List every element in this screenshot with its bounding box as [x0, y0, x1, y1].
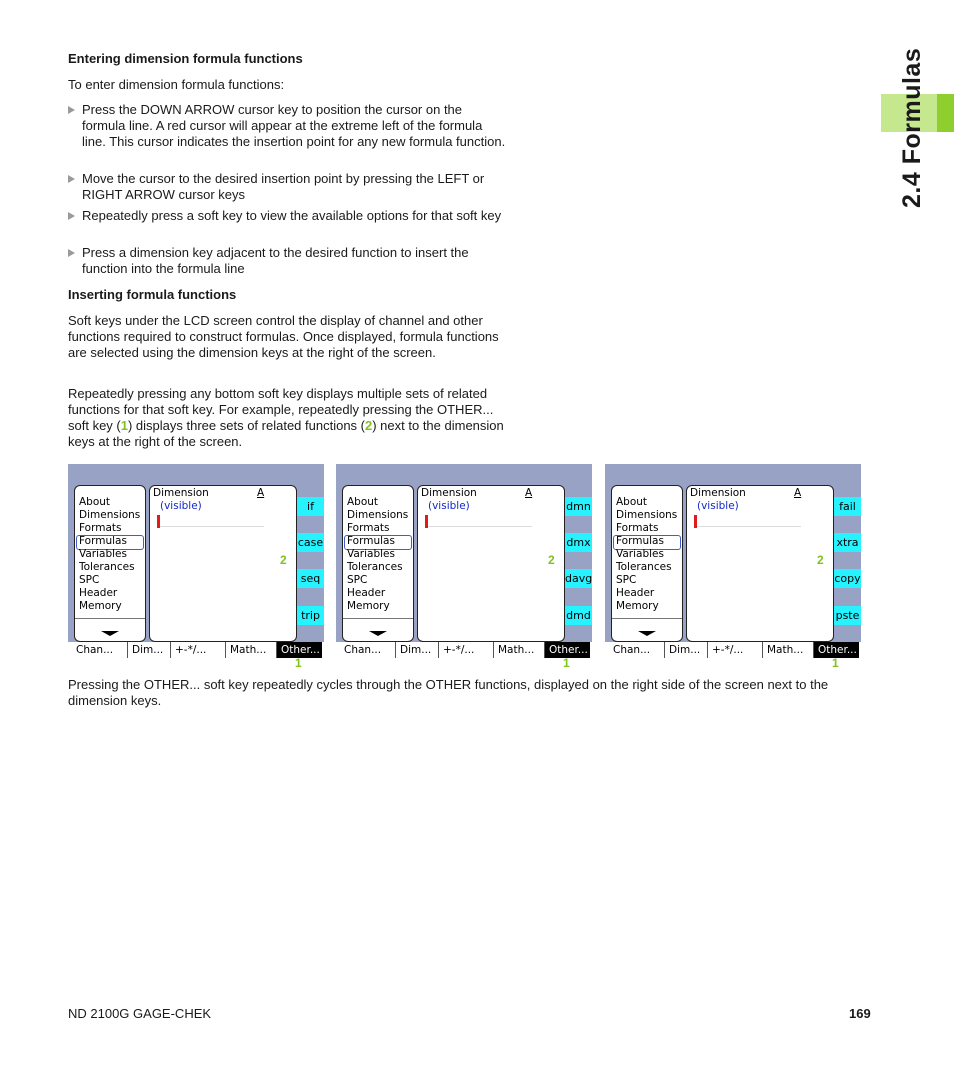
- menu-item[interactable]: Formulas: [79, 535, 127, 547]
- bottom-softkey[interactable]: Chan...: [76, 644, 114, 656]
- scroll-down-icon: [638, 631, 656, 636]
- menu-item[interactable]: About: [347, 496, 379, 508]
- menu-item[interactable]: Memory: [616, 600, 659, 612]
- bottom-softkey[interactable]: Other...: [813, 642, 859, 658]
- bottom-softkey[interactable]: Dim...: [127, 642, 162, 658]
- setup-menu: [342, 485, 414, 642]
- function-softkey[interactable]: trip: [297, 606, 324, 625]
- screens-caption: Pressing the OTHER... soft key repeatedly cycles through the OTHER functions, displayed on the right side of the screen next to the dimension keys.: [68, 677, 829, 708]
- footer-product: ND 2100G GAGE-CHEK: [68, 1006, 212, 1021]
- bottom-softkey[interactable]: Other...: [276, 642, 322, 658]
- menu-item[interactable]: Variables: [347, 548, 395, 560]
- step-item: Repeatedly press a soft key to view the available options for that soft key: [68, 208, 508, 224]
- callout-1: 1: [832, 656, 839, 670]
- setup-menu: [74, 485, 146, 642]
- callout-ref-1: 1: [120, 418, 128, 433]
- bottom-softkey[interactable]: Dim...: [664, 642, 699, 658]
- function-softkey[interactable]: dmx: [565, 533, 592, 552]
- menu-item[interactable]: Formats: [347, 522, 390, 534]
- callout-1: 1: [295, 656, 302, 670]
- function-softkey[interactable]: case: [297, 533, 324, 552]
- bullet-triangle-icon: [68, 249, 75, 257]
- formula-panel: [149, 485, 297, 642]
- callout-2: 2: [280, 553, 287, 567]
- function-softkey[interactable]: pste: [834, 606, 861, 625]
- red-cursor: [694, 515, 697, 528]
- channel-label: A: [257, 487, 265, 499]
- section-tab-title: 2.4 Formulas: [898, 47, 926, 208]
- callout-1: 1: [563, 656, 570, 670]
- bottom-softkey[interactable]: +-*/...: [170, 642, 218, 658]
- bottom-softkey[interactable]: Chan...: [344, 644, 382, 656]
- lcd-screen: [336, 464, 592, 658]
- function-softkey[interactable]: seq: [297, 569, 324, 588]
- bullet-triangle-icon: [68, 212, 75, 220]
- function-softkey[interactable]: if: [297, 497, 324, 516]
- red-cursor: [425, 515, 428, 528]
- visible-label: (visible): [160, 500, 202, 512]
- step-item: Press the DOWN ARROW cursor key to position the cursor on the formula line. A red cursor will appear at the extreme left of the formula line. This cursor indicates the insertion point for any new formula function.: [68, 102, 508, 150]
- bottom-softkey[interactable]: +-*/...: [707, 642, 755, 658]
- menu-item[interactable]: Tolerances: [347, 561, 403, 573]
- lcd-screen: [68, 464, 324, 658]
- bottom-softkey-bar: [336, 642, 592, 658]
- menu-divider: [75, 618, 145, 619]
- formula-panel: [417, 485, 565, 642]
- menu-item[interactable]: Formulas: [347, 535, 395, 547]
- callout-2: 2: [548, 553, 555, 567]
- callout-2: 2: [817, 553, 824, 567]
- dimension-label: Dimension: [153, 487, 209, 499]
- menu-item[interactable]: Tolerances: [616, 561, 672, 573]
- scroll-down-icon: [101, 631, 119, 636]
- entering-heading: Entering dimension formula functions: [68, 51, 303, 66]
- visible-label: (visible): [697, 500, 739, 512]
- dimension-label: Dimension: [690, 487, 746, 499]
- callout-ref-2: 2: [365, 418, 373, 433]
- bottom-softkey-bar: [605, 642, 861, 658]
- menu-item[interactable]: About: [616, 496, 648, 508]
- menu-item[interactable]: Variables: [79, 548, 127, 560]
- menu-item[interactable]: Formulas: [616, 535, 664, 547]
- menu-item[interactable]: About: [79, 496, 111, 508]
- function-softkey[interactable]: xtra: [834, 533, 861, 552]
- bottom-softkey-bar: [68, 642, 324, 658]
- menu-item[interactable]: Tolerances: [79, 561, 135, 573]
- bottom-softkey[interactable]: Dim...: [395, 642, 430, 658]
- function-softkey[interactable]: dmd: [565, 606, 592, 625]
- menu-divider: [612, 618, 682, 619]
- bullet-triangle-icon: [68, 106, 75, 114]
- menu-item[interactable]: Memory: [79, 600, 122, 612]
- scroll-down-icon: [369, 631, 387, 636]
- menu-item[interactable]: SPC: [616, 574, 637, 586]
- formula-line: [158, 526, 264, 527]
- menu-item[interactable]: Formats: [79, 522, 122, 534]
- menu-item[interactable]: Dimensions: [616, 509, 678, 521]
- entering-intro: To enter dimension formula functions:: [68, 77, 285, 92]
- step-item: Press a dimension key adjacent to the desired function to insert the function into the formula line: [68, 245, 508, 277]
- menu-item[interactable]: SPC: [347, 574, 368, 586]
- bottom-softkey[interactable]: +-*/...: [438, 642, 486, 658]
- channel-label: A: [525, 487, 533, 499]
- inserting-para1: Soft keys under the LCD screen control the display of channel and other functions required to construct formulas. Once displayed, formula functions are selected using the dimension keys at the right of the screen.: [68, 313, 499, 360]
- formula-line: [695, 526, 801, 527]
- bottom-softkey[interactable]: Chan...: [613, 644, 651, 656]
- menu-item[interactable]: Header: [616, 587, 655, 599]
- inserting-heading: Inserting formula functions: [68, 287, 237, 302]
- menu-item[interactable]: Header: [347, 587, 386, 599]
- red-cursor: [157, 515, 160, 528]
- menu-divider: [343, 618, 413, 619]
- dimension-label: Dimension: [421, 487, 477, 499]
- function-softkey[interactable]: dmn: [565, 497, 592, 516]
- menu-item[interactable]: Dimensions: [347, 509, 409, 521]
- step-item: Move the cursor to the desired insertion point by pressing the LEFT or RIGHT ARROW cursor keys: [68, 171, 508, 203]
- bottom-softkey[interactable]: Other...: [544, 642, 590, 658]
- function-softkey[interactable]: fail: [834, 497, 861, 516]
- function-softkey[interactable]: davg: [565, 569, 592, 588]
- bottom-softkey[interactable]: Math...: [762, 642, 809, 658]
- setup-menu: [611, 485, 683, 642]
- inserting-para2: Repeatedly pressing any bottom soft key displays multiple sets of related functions for that soft key. For example, repeatedly pressing the OTHER... soft key (1) displays three sets of related functions (2) next to the dimension keys at the right of the screen.: [68, 386, 504, 449]
- page-number: 169: [849, 1006, 871, 1021]
- function-softkey[interactable]: copy: [834, 569, 861, 588]
- formula-panel: [686, 485, 834, 642]
- bullet-triangle-icon: [68, 175, 75, 183]
- menu-item[interactable]: Dimensions: [79, 509, 141, 521]
- menu-item[interactable]: Memory: [347, 600, 390, 612]
- menu-item[interactable]: Variables: [616, 548, 664, 560]
- bottom-softkey[interactable]: Math...: [493, 642, 540, 658]
- menu-item[interactable]: Formats: [616, 522, 659, 534]
- channel-label: A: [794, 487, 802, 499]
- formula-line: [426, 526, 532, 527]
- menu-item[interactable]: Header: [79, 587, 118, 599]
- section-tab-accent: [937, 94, 954, 132]
- bottom-softkey[interactable]: Math...: [225, 642, 272, 658]
- visible-label: (visible): [428, 500, 470, 512]
- menu-item[interactable]: SPC: [79, 574, 100, 586]
- lcd-screen: [605, 464, 861, 658]
